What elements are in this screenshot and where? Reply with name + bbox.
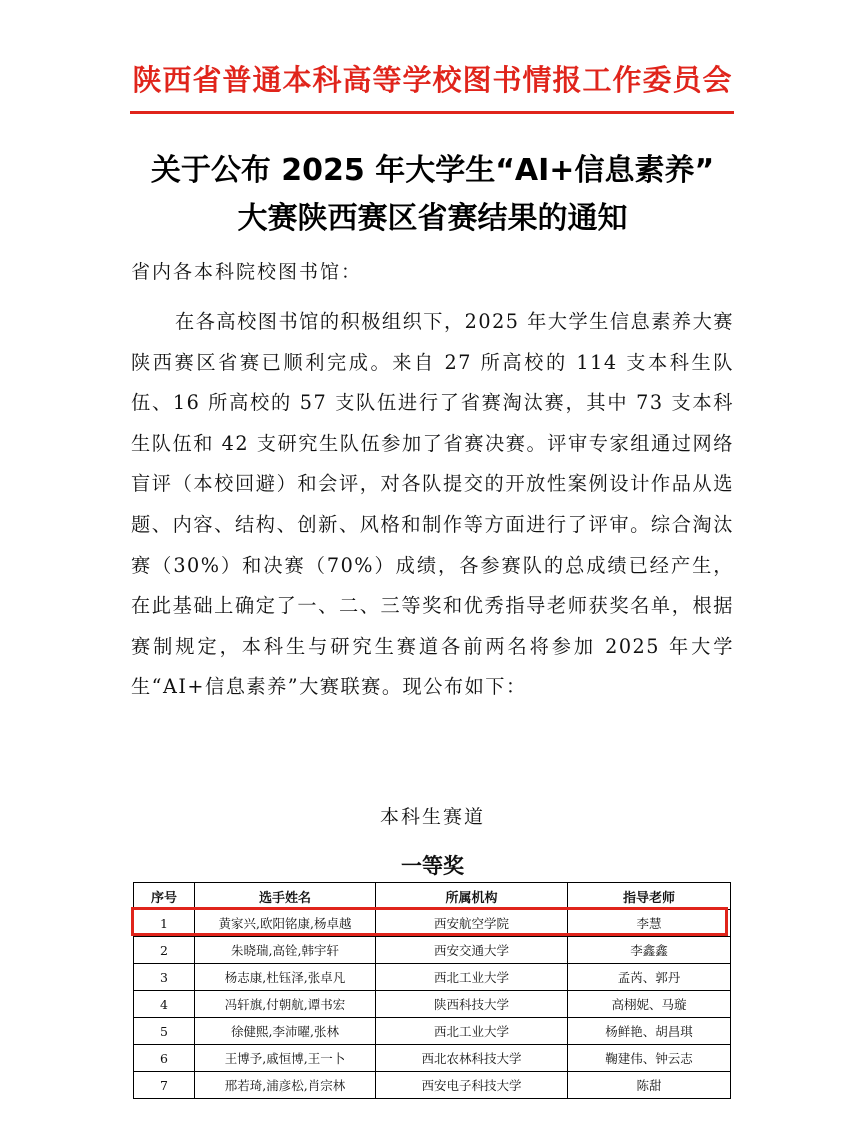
cell-names: 黄家兴,欧阳铭康,杨卓越 bbox=[195, 910, 376, 937]
issuer-header: 陕西省普通本科高等学校图书情报工作委员会 bbox=[132, 63, 733, 97]
table-row bbox=[134, 964, 731, 991]
table-row bbox=[134, 1072, 731, 1099]
cell-advisor: 杨鲜艳、胡昌琪 bbox=[568, 1018, 731, 1045]
cell-advisor: 高栩妮、马璇 bbox=[568, 991, 731, 1018]
cell-index: 2 bbox=[134, 937, 195, 964]
cell-institution: 西安交通大学 bbox=[376, 937, 568, 964]
table-row bbox=[134, 910, 731, 937]
col-header-names: 选手姓名 bbox=[195, 883, 376, 910]
cell-institution: 西安电子科技大学 bbox=[376, 1072, 568, 1099]
cell-advisor: 李慧 bbox=[568, 910, 731, 937]
cell-names: 朱晓瑞,高铨,韩宇轩 bbox=[195, 937, 376, 964]
cell-index: 5 bbox=[134, 1018, 195, 1045]
cell-index: 6 bbox=[134, 1045, 195, 1072]
table-row bbox=[134, 937, 731, 964]
awards-table bbox=[133, 882, 731, 1099]
cell-names: 冯轩旗,付朝航,谭书宏 bbox=[195, 991, 376, 1018]
notice-title-line-2: 大赛陕西赛区省赛结果的通知 bbox=[237, 201, 628, 236]
cell-index: 7 bbox=[134, 1072, 195, 1099]
cell-advisor: 陈甜 bbox=[568, 1072, 731, 1099]
greeting: 省内各本科院校图书馆： bbox=[131, 261, 363, 283]
cell-names: 王博予,戚恒博,王一卜 bbox=[195, 1045, 376, 1072]
notice-body bbox=[131, 302, 734, 708]
cell-institution: 陕西科技大学 bbox=[376, 991, 568, 1018]
header-red-divider bbox=[130, 111, 734, 114]
cell-names: 杨志康,杜钰泽,张卓凡 bbox=[195, 964, 376, 991]
cell-index: 4 bbox=[134, 991, 195, 1018]
cell-advisor: 李鑫鑫 bbox=[568, 937, 731, 964]
col-header-advisor: 指导老师 bbox=[568, 883, 731, 910]
cell-institution: 西北农林科技大学 bbox=[376, 1045, 568, 1072]
cell-institution: 西北工业大学 bbox=[376, 964, 568, 991]
cell-advisor: 孟芮、郭丹 bbox=[568, 964, 731, 991]
prize-heading: 一等奖 bbox=[401, 854, 464, 878]
cell-institution: 西安航空学院 bbox=[376, 910, 568, 937]
col-header-index: 序号 bbox=[134, 883, 195, 910]
col-header-institution: 所属机构 bbox=[376, 883, 568, 910]
cell-institution: 西北工业大学 bbox=[376, 1018, 568, 1045]
table-row bbox=[134, 1018, 731, 1045]
notice-title-line-1: 关于公布 2025 年大学生“AI+信息素养” bbox=[150, 153, 715, 188]
notice-body-text: 在各高校图书馆的积极组织下，2025 年大学生信息素养大赛陕西赛区省赛已顺利完成。来自 27 所高校的 114 支本科生队伍、16 所高校的 57 支队伍进行了省赛淘汰赛，其中 73 支本科生队伍和 42 支研究生队伍参加了省赛决赛。评审专家组通过网络盲评（本校回避）和会评，对各队提交的开放性案例设计作品从选题、内容、结构、创新、风格和制作等方面进行了评审。综合淘汰赛（30%）和决赛（70%）成绩，各参赛队的总成绩已经产生，在此基础上确定了一、二、三等奖和优秀指导老师获奖名单，根据赛制规定，本科生与研究生赛道各前两名将参加 2025 年大学生“AI+信息素养”大赛联赛。现公布如下： bbox=[131, 310, 734, 699]
track-heading: 本科生赛道 bbox=[379, 806, 485, 828]
cell-index: 3 bbox=[134, 964, 195, 991]
cell-advisor: 鞠建伟、钟云志 bbox=[568, 1045, 731, 1072]
cell-names: 邢若琦,浦彦松,肖宗林 bbox=[195, 1072, 376, 1099]
table-row bbox=[134, 1045, 731, 1072]
cell-names: 徐健熙,李沛曜,张林 bbox=[195, 1018, 376, 1045]
table-row bbox=[134, 991, 731, 1018]
cell-index: 1 bbox=[134, 910, 195, 937]
table-header-row bbox=[134, 883, 731, 910]
